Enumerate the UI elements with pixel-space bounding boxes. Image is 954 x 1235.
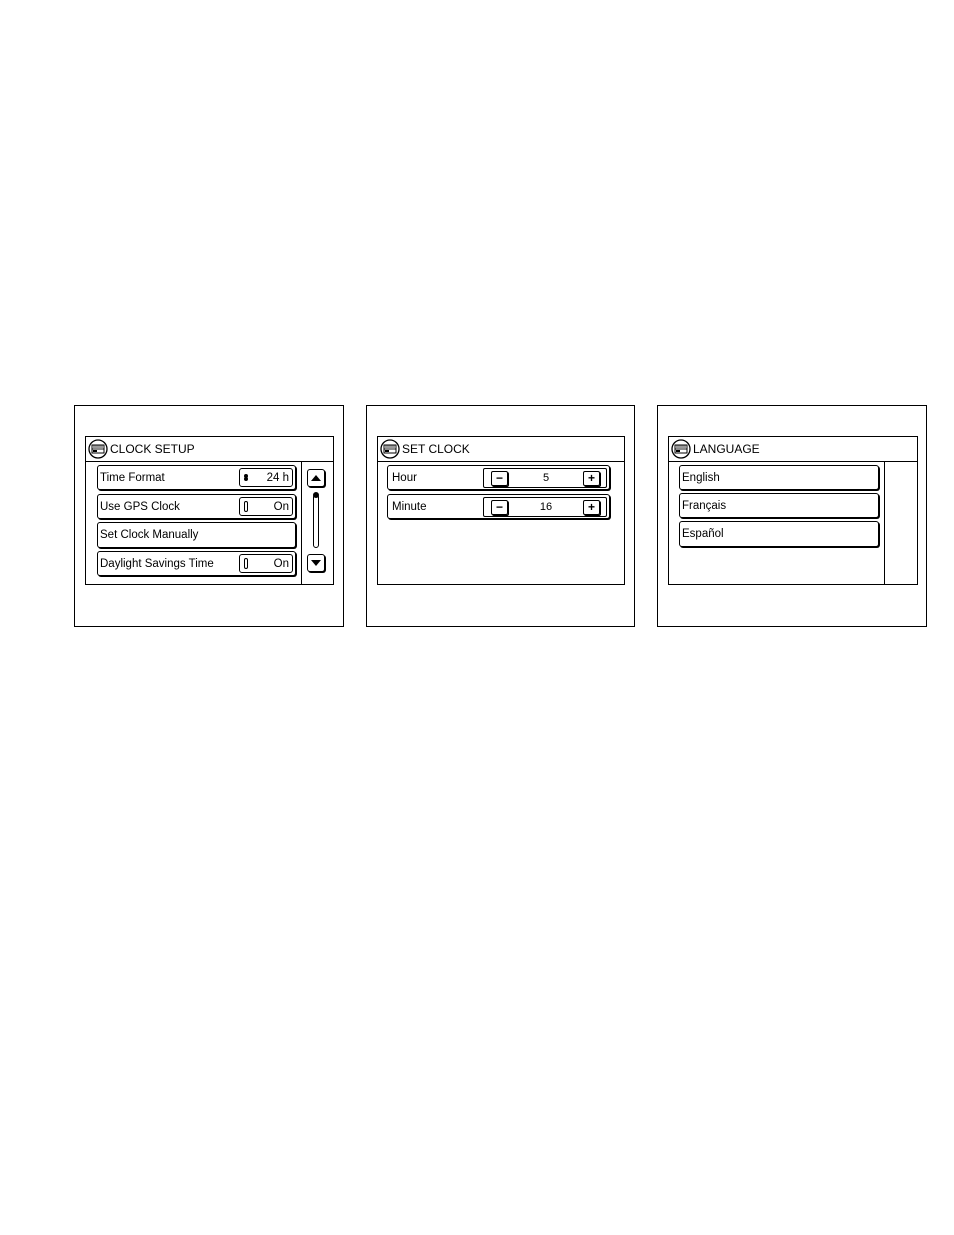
page-title: CLOCK SETUP xyxy=(110,442,195,456)
toggle-indicator-icon xyxy=(244,558,248,569)
arrow-down-icon xyxy=(311,560,321,566)
set-clock-screen xyxy=(377,436,625,585)
settings-menu-icon xyxy=(88,439,108,459)
settings-menu-icon xyxy=(671,439,691,459)
clock-setup-figure-frame xyxy=(74,405,344,627)
toggle-indicator-icon xyxy=(244,501,248,512)
set-clock-title-bar xyxy=(378,437,624,462)
time-format-label: Time Format xyxy=(100,471,165,484)
clock-setup-title-bar xyxy=(86,437,333,462)
use-gps-clock-label: Use GPS Clock xyxy=(100,500,180,513)
hour-row xyxy=(387,465,610,490)
scrollbar[interactable] xyxy=(301,462,333,584)
daylight-savings-value: On xyxy=(273,557,289,570)
hour-decrease-button[interactable]: − xyxy=(491,471,508,486)
set-clock-manually-label: Set Clock Manually xyxy=(100,529,199,541)
time-format-row[interactable] xyxy=(97,465,296,490)
arrow-up-icon xyxy=(311,475,321,481)
page-title: LANGUAGE xyxy=(693,442,760,456)
use-gps-clock-value: On xyxy=(273,500,289,513)
language-option-espanol[interactable] xyxy=(679,521,879,547)
hour-increase-button[interactable]: + xyxy=(583,471,600,486)
scroll-up-button[interactable] xyxy=(307,469,325,487)
set-clock-manually-row[interactable] xyxy=(97,522,296,548)
scroll-thumb[interactable] xyxy=(313,492,319,498)
daylight-savings-toggle[interactable] xyxy=(239,554,293,573)
minute-decrease-button[interactable]: − xyxy=(491,500,508,515)
language-figure-frame xyxy=(657,405,927,627)
page-title: SET CLOCK xyxy=(402,442,470,456)
language-option-label: English xyxy=(682,471,720,484)
language-title-bar xyxy=(669,437,917,462)
language-option-francais[interactable] xyxy=(679,493,879,518)
daylight-savings-row[interactable] xyxy=(97,551,296,576)
set-clock-figure-frame xyxy=(366,405,635,627)
scrollbar-area xyxy=(884,462,918,584)
language-option-label: Español xyxy=(682,528,724,540)
minute-value: 16 xyxy=(539,501,553,513)
daylight-savings-label: Daylight Savings Time xyxy=(100,557,214,570)
use-gps-clock-row[interactable] xyxy=(97,494,296,519)
scroll-track[interactable] xyxy=(313,494,319,548)
clock-setup-screen xyxy=(85,436,334,585)
use-gps-clock-toggle[interactable] xyxy=(239,497,293,516)
selector-dots-icon xyxy=(244,472,248,483)
settings-menu-icon xyxy=(380,439,400,459)
time-format-value: 24 h xyxy=(266,471,289,484)
hour-value: 5 xyxy=(542,472,550,484)
hour-label: Hour xyxy=(392,471,417,484)
language-option-english[interactable] xyxy=(679,465,879,490)
language-option-label: Français xyxy=(682,499,727,512)
hour-stepper xyxy=(483,468,607,488)
scroll-down-button[interactable] xyxy=(307,554,325,572)
minute-stepper xyxy=(483,497,607,517)
time-format-value-box xyxy=(239,468,293,487)
language-screen xyxy=(668,436,918,585)
minute-label: Minute xyxy=(392,500,427,513)
minute-row xyxy=(387,494,610,519)
minute-increase-button[interactable]: + xyxy=(583,500,600,515)
